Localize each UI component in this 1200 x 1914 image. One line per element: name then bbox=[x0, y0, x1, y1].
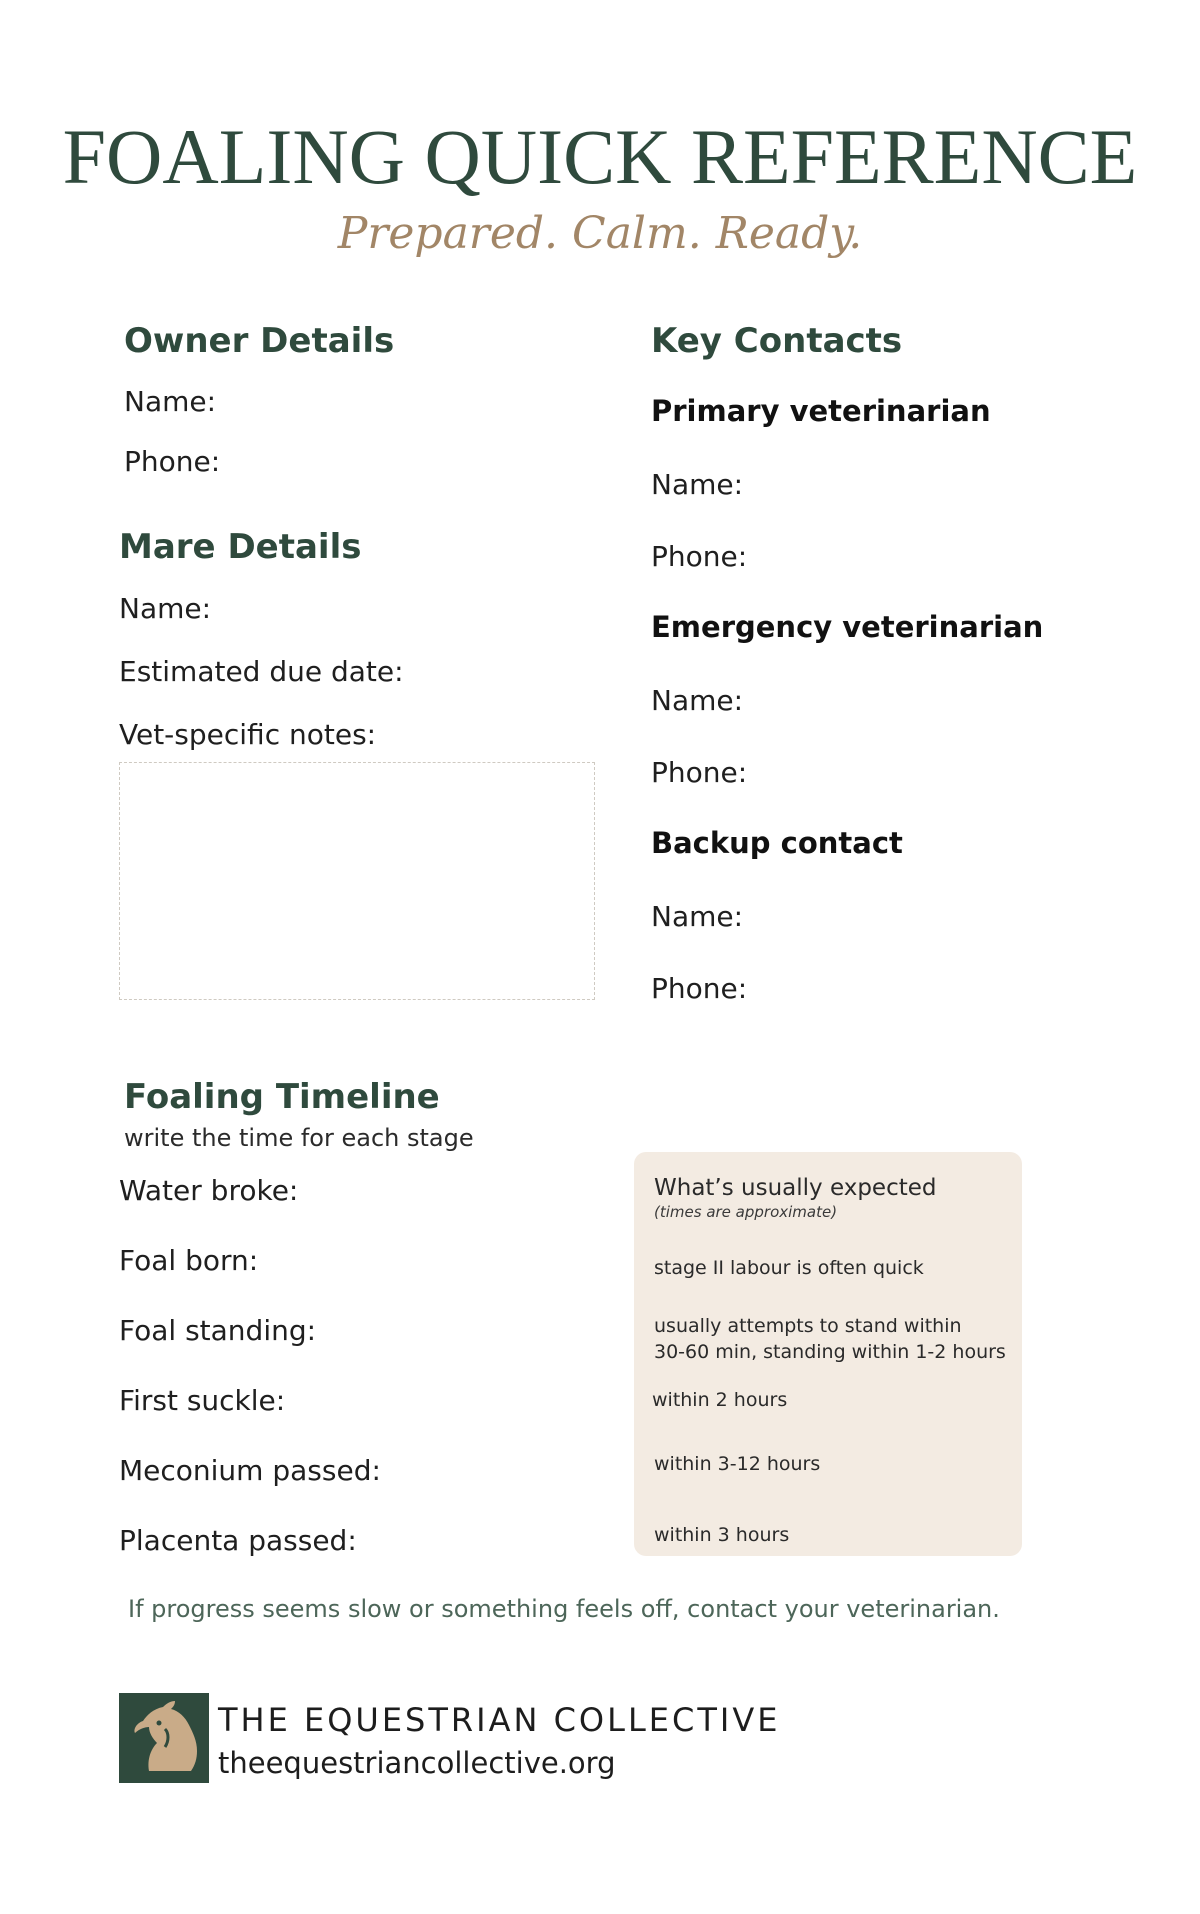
mare-name-label: Name: bbox=[119, 592, 212, 625]
vet-notes-box bbox=[119, 762, 595, 1000]
stage-foal-born-label: Foal born: bbox=[119, 1244, 259, 1277]
expected-item-first-suckle: within 2 hours bbox=[652, 1389, 788, 1411]
key-contacts-heading: Key Contacts bbox=[651, 321, 903, 361]
emergency-vet-phone-label: Phone: bbox=[651, 756, 748, 789]
expected-title: What’s usually expected bbox=[654, 1175, 937, 1201]
backup-contact-name-label: Name: bbox=[651, 900, 744, 933]
stage-placenta-label: Placenta passed: bbox=[119, 1524, 357, 1557]
primary-vet-phone-label: Phone: bbox=[651, 540, 748, 573]
page-title: FOALING QUICK REFERENCE bbox=[62, 113, 1138, 200]
due-date-label: Estimated due date: bbox=[119, 655, 404, 688]
brand-name: THE EQUESTRIAN COLLECTIVE bbox=[218, 1701, 781, 1739]
owner-phone-label: Phone: bbox=[124, 445, 221, 478]
expected-item-meconium: within 3-12 hours bbox=[654, 1453, 821, 1475]
owner-details-heading: Owner Details bbox=[124, 321, 395, 361]
backup-contact-heading: Backup contact bbox=[651, 826, 903, 860]
stage-water-broke-label: Water broke: bbox=[119, 1174, 299, 1207]
backup-contact-phone-label: Phone: bbox=[651, 972, 748, 1005]
timeline-heading: Foaling Timeline bbox=[124, 1077, 440, 1117]
mare-details-heading: Mare Details bbox=[119, 527, 362, 567]
expected-item-water-broke: stage II labour is often quick bbox=[654, 1257, 924, 1279]
brand-url-link[interactable]: theequestriancollective.org bbox=[218, 1746, 616, 1780]
advice-note: If progress seems slow or something feels off, contact your veterinarian. bbox=[128, 1595, 1000, 1623]
expected-item-standing-line1: usually attempts to stand within bbox=[654, 1315, 962, 1337]
emergency-vet-name-label: Name: bbox=[651, 684, 744, 717]
horse-head-icon bbox=[119, 1693, 209, 1783]
primary-vet-heading: Primary veterinarian bbox=[651, 394, 991, 428]
expected-item-standing-line2: 30-60 min, standing within 1-2 hours bbox=[654, 1341, 1006, 1363]
owner-name-label: Name: bbox=[124, 385, 217, 418]
tagline: Prepared. Calm. Ready. bbox=[337, 208, 863, 259]
expected-item-placenta: within 3 hours bbox=[654, 1524, 790, 1546]
stage-meconium-label: Meconium passed: bbox=[119, 1454, 381, 1487]
expected-caption: (times are approximate) bbox=[654, 1203, 838, 1221]
vet-notes-label: Vet-specific notes: bbox=[119, 718, 377, 751]
horse-head-icon-graphic bbox=[119, 1693, 209, 1783]
emergency-vet-heading: Emergency veterinarian bbox=[651, 610, 1044, 644]
stage-first-suckle-label: First suckle: bbox=[119, 1384, 286, 1417]
primary-vet-name-label: Name: bbox=[651, 468, 744, 501]
stage-foal-standing-label: Foal standing: bbox=[119, 1314, 317, 1347]
timeline-subheading: write the time for each stage bbox=[124, 1124, 474, 1152]
